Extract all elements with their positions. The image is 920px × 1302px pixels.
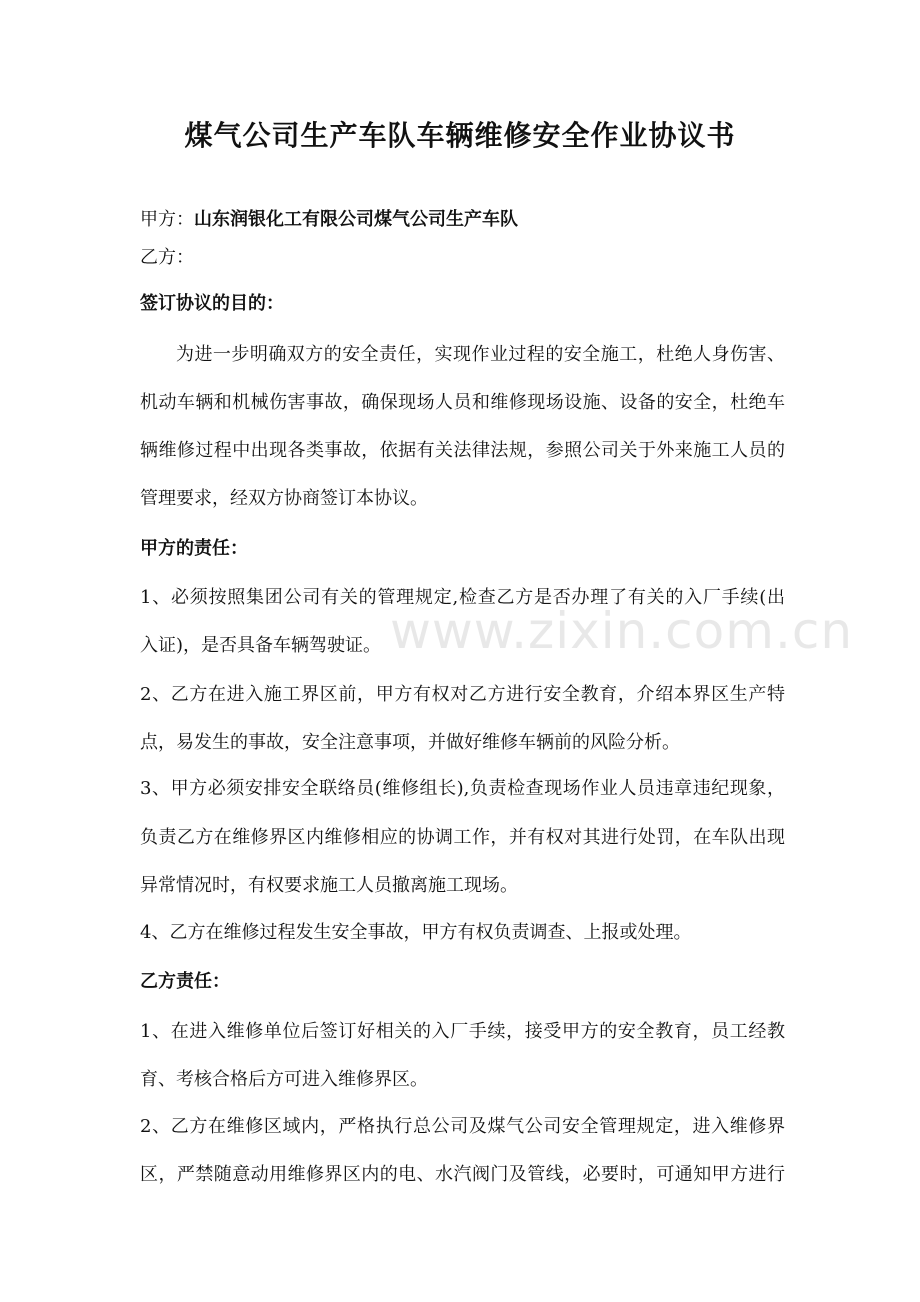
party-a-duty-4-line: 4、乙方在维修过程发生安全事故，甲方有权负责调查、上报或处理。 [140,922,692,943]
party-b-duty-2-line: 2、乙方在维修区域内，严格执行总公司及煤气公司安全管理规定，进入维修界 [140,1116,785,1137]
party-a-duty-heading: 甲方的责任： [140,538,248,559]
party-b-duty-heading: 乙方责任： [140,971,230,992]
party-b-label: 乙方： [140,247,194,268]
party-a-duty-1-line: 入证)，是否具备车辆驾驶证。 [140,635,382,656]
party-a-label: 甲方： [140,209,194,230]
party-a-duty-1-line: 1、必须按照集团公司有关的管理规定,检查乙方是否办理了有关的入厂手续(出 [140,587,785,608]
purpose-paragraph-line: 辆维修过程中出现各类事故，依据有关法律法规，参照公司关于外来施工人员的 [140,440,785,461]
purpose-paragraph-line: 管理要求，经双方协商签订本协议。 [140,488,428,509]
document-title: 煤气公司生产车队车辆维修安全作业协议书 [184,119,736,152]
party-a-duty-3-line: 异常情况时，有权要求施工人员撤离施工现场。 [140,875,518,896]
party-b-duty-1-line: 1、在进入维修单位后签订好相关的入厂手续，接受甲方的安全教育，员工经教 [140,1021,785,1042]
party-b-duty-2-line: 区，严禁随意动用维修界区内的电、水汽阀门及管线，必要时，可通知甲方进行 [140,1164,785,1185]
party-a-duty-3-line: 负责乙方在维修界区内维修相应的协调工作，并有权对其进行处罚，在车队出现 [140,827,785,848]
purpose-paragraph-line: 机动车辆和机械伤害事故，确保现场人员和维修现场设施、设备的安全，杜绝车 [140,392,785,413]
party-a-line [140,208,785,232]
party-b-duty-1-line: 育、考核合格后方可进入维修界区。 [140,1069,428,1090]
party-a-duty-3-line: 3、甲方必须安排安全联络员(维修组长),负责检查现场作业人员违章违纪现象， [140,778,785,799]
watermark: www.zixin.com.cn [390,602,854,660]
party-a-name: 山东润银化工有限公司煤气公司生产车队 [194,209,518,230]
purpose-heading: 签订协议的目的： [140,293,284,314]
party-a-duty-2-line: 2、乙方在进入施工界区前，甲方有权对乙方进行安全教育，介绍本界区生产特 [140,684,785,705]
party-a-duty-2-line: 点，易发生的事故，安全注意事项，并做好维修车辆前的风险分析。 [140,732,680,753]
purpose-paragraph-line: 为进一步明确双方的安全责任，实现作业过程的安全施工，杜绝人身伤害、 [176,344,785,365]
